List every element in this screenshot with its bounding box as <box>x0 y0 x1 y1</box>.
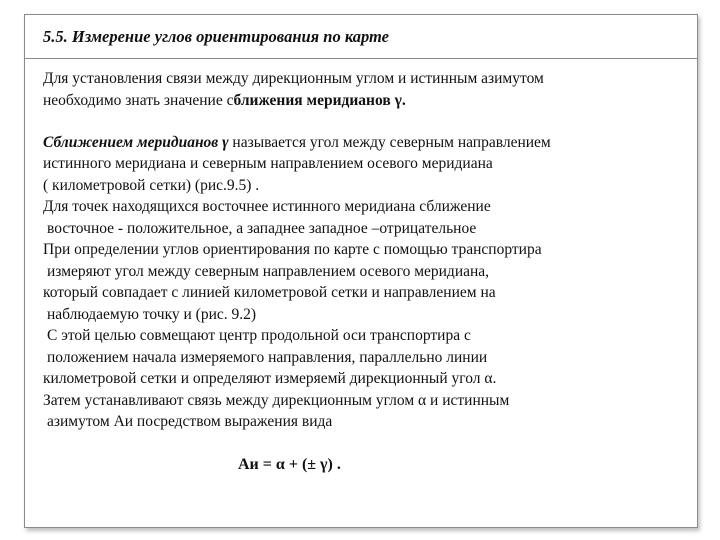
slide-frame <box>24 14 698 528</box>
section-number: 5.5. <box>43 27 68 46</box>
intro-line-1: Для установления связи между дирекционным углом и истинным азимутом <box>43 70 544 87</box>
procedure-line-7: километровой сетки и определяют измеряемй дирекционный угол α. <box>43 370 497 387</box>
intro-line-2 <box>43 91 406 111</box>
definition-line-1-rest: называется угол между северным направлением <box>228 134 551 151</box>
definition-term: Сближением меридианов γ <box>43 134 229 151</box>
definition-line-3: ( километровой сетки) (рис.9.5) . <box>43 177 260 194</box>
procedure-line-8: Затем устанавливают связь между дирекционным углом α и истинным <box>43 392 510 409</box>
sign-line-2: восточное - положительное, а западнее западное –отрицательное <box>47 220 477 237</box>
procedure-line-2: измеряют угол между северным направлением осевого меридиана, <box>47 263 490 280</box>
section-title: Измерение углов ориентирования по карте <box>71 27 390 46</box>
procedure-line-1: При определении углов ориентирования по карте с помощью транспортира <box>43 241 542 258</box>
procedure-line-9: азимутом Аи посредством выражения вида <box>47 413 333 430</box>
procedure-line-3: который совпадает с линией километровой сетки и направлением на <box>43 284 496 301</box>
procedure-line-6: положением начала измеряемого направления, параллельно линии <box>47 349 488 366</box>
intro-line-2-plain: необходимо знать значение с <box>43 92 234 109</box>
definition-line-2: истинного меридиана и северным направлением осевого меридиана <box>43 155 493 172</box>
procedure-line-5: С этой целью совмещают центр продольной оси транспортира с <box>47 327 471 344</box>
intro-line-2-bold: ближения меридианов γ. <box>233 92 406 109</box>
slide-title <box>43 27 389 47</box>
title-bar <box>25 15 697 59</box>
procedure-line-4: наблюдаемую точку и (рис. 9.2) <box>47 306 257 323</box>
azimuth-formula: Аи = α + (± γ) . <box>238 456 341 473</box>
definition-line-1 <box>43 133 551 153</box>
sign-line-1: Для точек находящихся восточнее истинного меридиана сближение <box>43 198 491 215</box>
